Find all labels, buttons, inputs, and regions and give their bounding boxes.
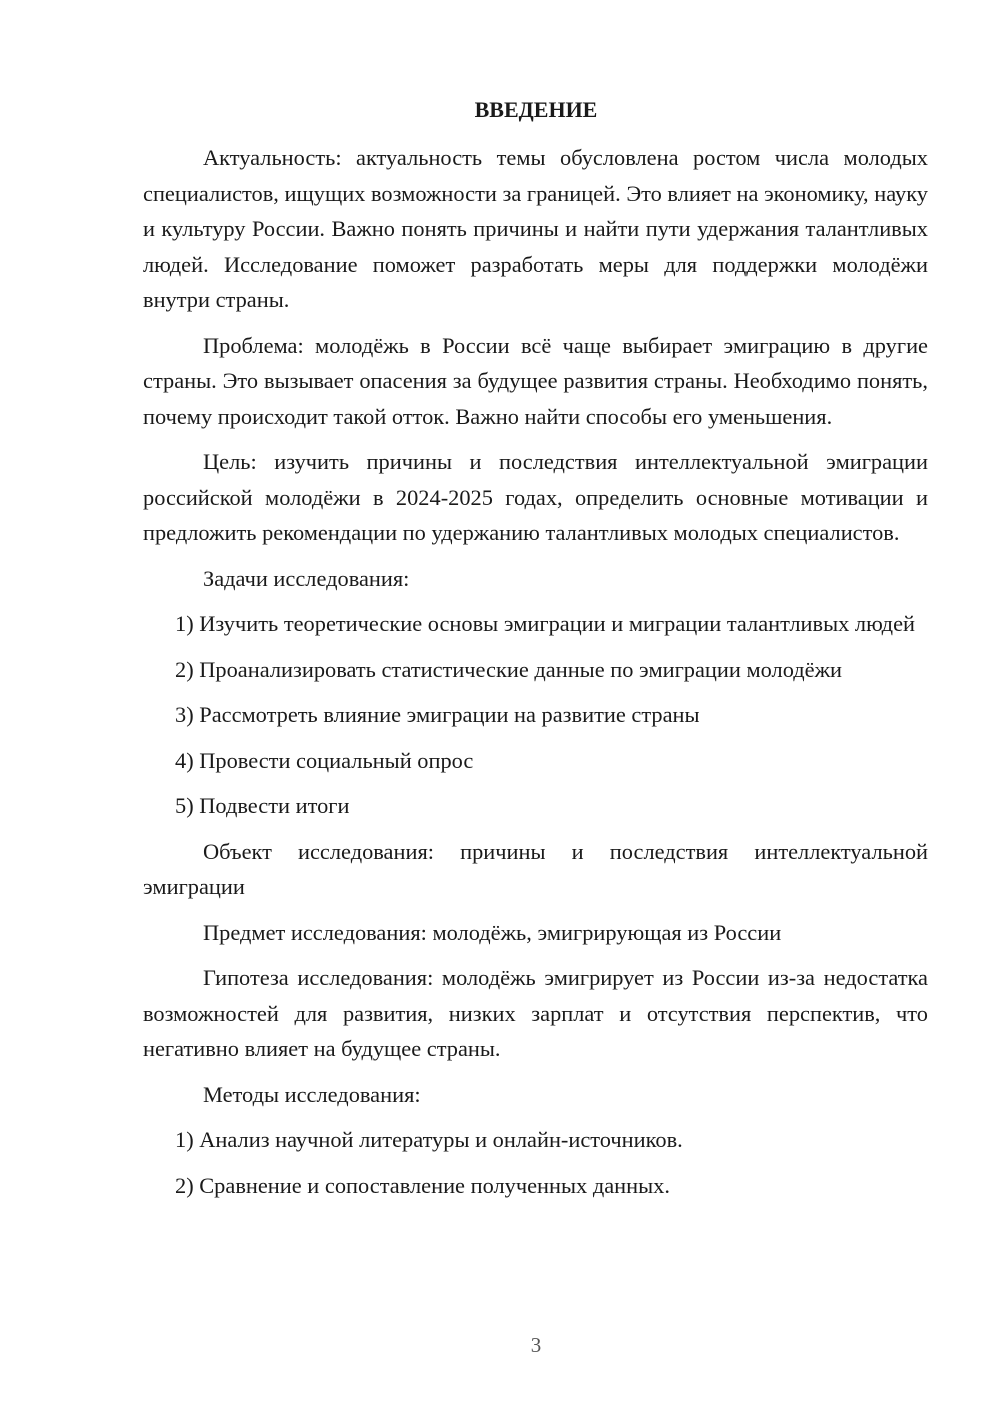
goal-paragraph: Цель: изучить причины и последствия интеллектуальной эмиграции российской молодёжи в 2024-2025 годах, определить основные мотивации и предложить рекомендации по удержанию талантливых молодых специалистов. [143,449,928,545]
task-item-1: 1) Изучить теоретические основы эмиграции и миграции талантливых людей [175,611,915,636]
methods-heading: Методы исследования: [203,1081,421,1107]
method-item-1: 1) Анализ научной литературы и онлайн-источников. [175,1127,683,1152]
page-number: 3 [530,1333,542,1357]
section-title: ВВЕДЕНИЕ [474,97,598,122]
document-body [143,140,928,1213]
object-paragraph: Объект исследования: причины и последствия интеллектуальной эмиграции [143,838,928,899]
task-item-5: 5) Подвести итоги [175,793,350,818]
problem-paragraph: Проблема: молодёжь в России всё чаще выбирает эмиграцию в другие страны. Это вызывает опасения за будущее развития страны. Необходимо понять, почему происходит такой отток. Важно найти способы его уменьшения. [143,332,928,429]
tasks-heading: Задачи исследования: [203,565,410,591]
method-item-2: 2) Сравнение и сопоставление полученных данных. [175,1172,670,1198]
subject-paragraph: Предмет исследования: молодёжь, эмигрирующая из России [203,919,782,945]
task-item-3: 3) Рассмотреть влияние эмиграции на развитие страны [175,702,700,727]
hypothesis-paragraph: Гипотеза исследования: молодёжь эмигрирует из России из-за недостатка возможностей для развития, низких зарплат и отсутствия перспектив, что негативно влияет на будущее страны. [143,965,928,1061]
relevance-paragraph: Актуальность: актуальность темы обусловлена ростом числа молодых специалистов, ищущих возможности за границей. Это влияет на экономику, науку и культуру России. Важно понять причины и найти пути удержания талантливых людей. Исследование поможет разработать меры для поддержки молодёжи внутри страны. [143,145,928,312]
task-item-4: 4) Провести социальный опрос [175,747,474,773]
task-item-2: 2) Проанализировать статистические данные по эмиграции молодёжи [175,656,843,682]
